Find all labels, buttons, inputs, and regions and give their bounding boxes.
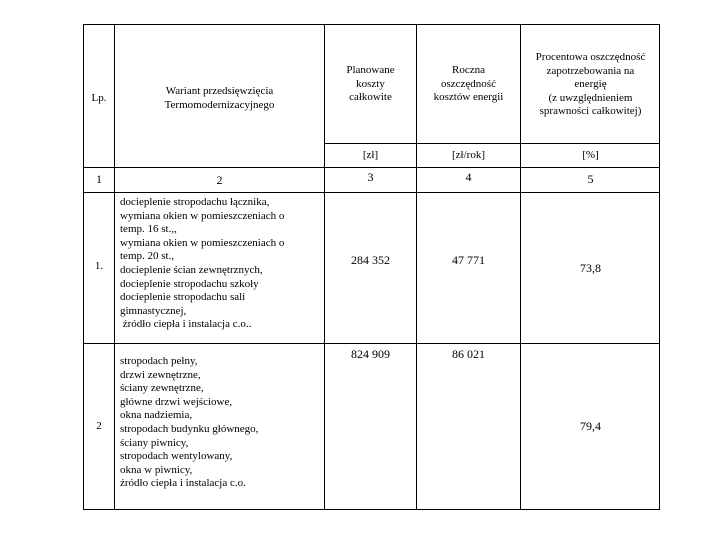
header-variant-line: Wariant przedsięwzięcia (165, 85, 274, 97)
column-number: 2 (216, 173, 223, 187)
row-planned-cost: 284 352 (351, 253, 390, 267)
column-number: 3 (367, 170, 374, 184)
row-divider (83, 343, 660, 344)
description-line: temp. 16 st.,, (120, 223, 177, 236)
header-line: kosztów energii (433, 91, 504, 104)
row-annual-savings: 86 021 (452, 347, 485, 361)
row-lp: 1. (94, 260, 104, 272)
description-line: wymiana okien w pomieszczeniach o (120, 209, 285, 222)
header-variant (115, 85, 324, 112)
row-divider (324, 143, 660, 144)
description-line: źródło ciepła i instalacja c.o. (120, 477, 246, 490)
column-number: 4 (465, 170, 472, 184)
description-line: drzwi zewnętrzne, (120, 368, 201, 381)
description-line: stropodach budynku głównego, (120, 422, 259, 435)
header-line: (z uwzględnieniem (548, 91, 633, 104)
description-line: stropodach wentylowany, (120, 450, 233, 463)
row-description (120, 196, 323, 332)
header-line: całkowite (349, 91, 392, 104)
header-line: koszty (356, 77, 385, 90)
header-lp: Lp. (91, 92, 107, 104)
description-line: ściany zewnętrzne, (120, 382, 204, 395)
header-line: zapotrzebowania na (546, 64, 635, 77)
description-line: okna nadziemia, (120, 409, 193, 422)
header-planned-costs (325, 64, 416, 105)
row-description (120, 355, 323, 491)
row-percent-savings: 73,8 (580, 261, 601, 275)
header-annual-savings (417, 64, 520, 105)
description-line: temp. 20 st., (120, 250, 175, 263)
unit-percent: [%] (582, 149, 599, 161)
unit-planned: [zł] (362, 149, 379, 161)
description-line: okna w piwnicy, (120, 463, 193, 476)
unit-annual: [zł/rok] (452, 149, 485, 161)
description-line: gimnastycznej, (120, 304, 187, 317)
description-line: wymiana okien w pomieszczeniach o (120, 236, 285, 249)
row-percent-savings: 79,4 (580, 419, 601, 433)
header-line: oszczędność (441, 77, 496, 90)
description-line: źródło ciepła i instalacja c.o.. (120, 318, 252, 331)
row-planned-cost: 824 909 (351, 347, 390, 361)
row-divider (83, 167, 660, 168)
header-line: Planowane (346, 64, 395, 76)
column-number: 5 (587, 172, 594, 186)
description-line: ściany piwnicy, (120, 436, 189, 449)
description-line: docieplenie stropodachu łącznika, (120, 196, 270, 208)
description-line: główne drzwi wejściowe, (120, 395, 233, 408)
row-divider (83, 192, 660, 193)
header-percent-savings (521, 51, 660, 119)
description-line: docieplenie stropodachu sali (120, 291, 246, 304)
description-line: stropodach pełny, (120, 355, 198, 367)
row-lp: 2 (96, 420, 102, 432)
header-line: Procentowa oszczędność (535, 51, 646, 63)
header-line: Roczna (452, 64, 485, 76)
header-line: sprawności całkowitej) (539, 105, 642, 118)
description-line: docieplenie stropodachu szkoły (120, 277, 259, 290)
row-annual-savings: 47 771 (452, 253, 485, 267)
header-variant-line: Termomodernizacyjnego (164, 98, 275, 111)
description-line: docieplenie ścian zewnętrznych, (120, 263, 263, 276)
header-line: energię (574, 78, 607, 91)
column-number: 1 (96, 172, 102, 186)
